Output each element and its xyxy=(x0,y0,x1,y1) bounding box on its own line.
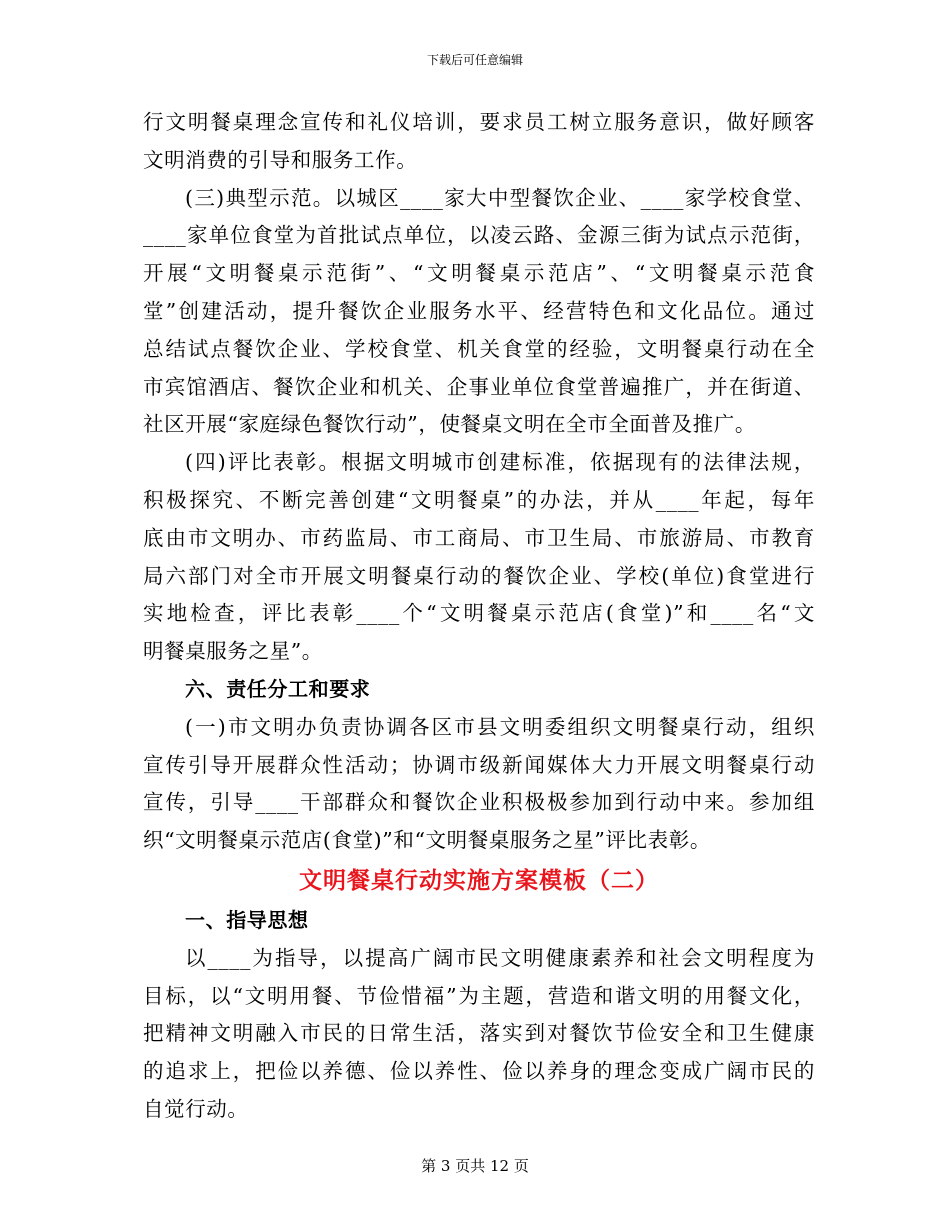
paragraph-line: 宣传，引导____干部群众和餐饮企业积极极参加到行动中来。参加组 xyxy=(143,790,815,815)
paragraph-line: 局六部门对全市开展文明餐桌行动的餐饮企业、学校(单位)食堂进行 xyxy=(143,563,815,588)
paragraph-line: (一)市文明办负责协调各区市县文明委组织文明餐桌行动，组织 xyxy=(185,714,815,739)
paragraph-line: 堂”创建活动，提升餐饮企业服务水平、经营特色和文化品位。通过 xyxy=(143,298,815,323)
paragraph-line: 目标，以“文明用餐、节俭惜福”为主题，营造和谐文明的用餐文化， xyxy=(143,983,815,1008)
paragraph-line: ____家单位食堂为首批试点单位，以凌云路、金源三街为试点示范街， xyxy=(143,223,815,248)
paragraph-line: 底由市文明办、市药监局、市工商局、市卫生局、市旅游局、市教育 xyxy=(143,525,815,550)
paragraph-line: 行文明餐桌理念宣传和礼仪培训，要求员工树立服务意识，做好顾客 xyxy=(143,110,815,134)
paragraph-line: 市宾馆酒店、餐饮企业和机关、企事业单位食堂普遍推广，并在街道、 xyxy=(143,374,815,399)
paragraph-line: 社区开展“家庭绿色餐饮行动”，使餐桌文明在全市全面普及推广。 xyxy=(143,412,756,437)
paragraph-line: 以____为指导，以提高广阔市民文明健康素养和社会文明程度为 xyxy=(185,945,815,970)
paragraph-line: 总结试点餐饮企业、学校食堂、机关食堂的经验，文明餐桌行动在全 xyxy=(143,336,815,361)
paragraph-line: (三)典型示范。以城区____家大中型餐饮企业、____家学校食堂、 xyxy=(185,185,815,210)
page-header: 下载后可任意编辑 xyxy=(426,53,523,67)
paragraph-line: 积极探究、不断完善创建“文明餐桌”的办法，并从____年起，每年 xyxy=(143,487,815,512)
section-heading: 六、责任分工和要求 xyxy=(185,676,371,701)
paragraph-line: 织“文明餐桌示范店(食堂)”和“文明餐桌服务之星”评比表彰。 xyxy=(143,828,711,853)
page-number: 第 3 页共 12 页 xyxy=(421,1157,529,1175)
paragraph-line: 自觉行动。 xyxy=(143,1096,249,1121)
paragraph-line: (四)评比表彰。根据文明城市创建标准，依据现有的法律法规， xyxy=(185,450,815,475)
paragraph-line: 文明消费的引导和服务工作。 xyxy=(143,147,418,172)
paragraph-line: 宣传引导开展群众性活动；协调市级新闻媒体大力开展文明餐桌行动 xyxy=(143,752,815,777)
document-body xyxy=(143,104,815,1129)
paragraph-line: 的追求上，把俭以养德、俭以养性、俭以养身的理念变成广阔市民的 xyxy=(143,1059,815,1084)
paragraph-line: 明餐桌服务之星”。 xyxy=(143,639,323,664)
paragraph-line: 开展“文明餐桌示范街”、“文明餐桌示范店”、“文明餐桌示范食 xyxy=(143,261,815,286)
paragraph-line: 把精神文明融入市民的日常生活，落实到对餐饮节俭安全和卫生健康 xyxy=(143,1021,815,1046)
paragraph-line: 实地检查，评比表彰____个“文明餐桌示范店(食堂)”和____名“文 xyxy=(143,601,815,626)
section-heading: 一、指导思想 xyxy=(185,907,309,932)
document-title: 文明餐桌行动实施方案模板（二） xyxy=(299,867,659,894)
